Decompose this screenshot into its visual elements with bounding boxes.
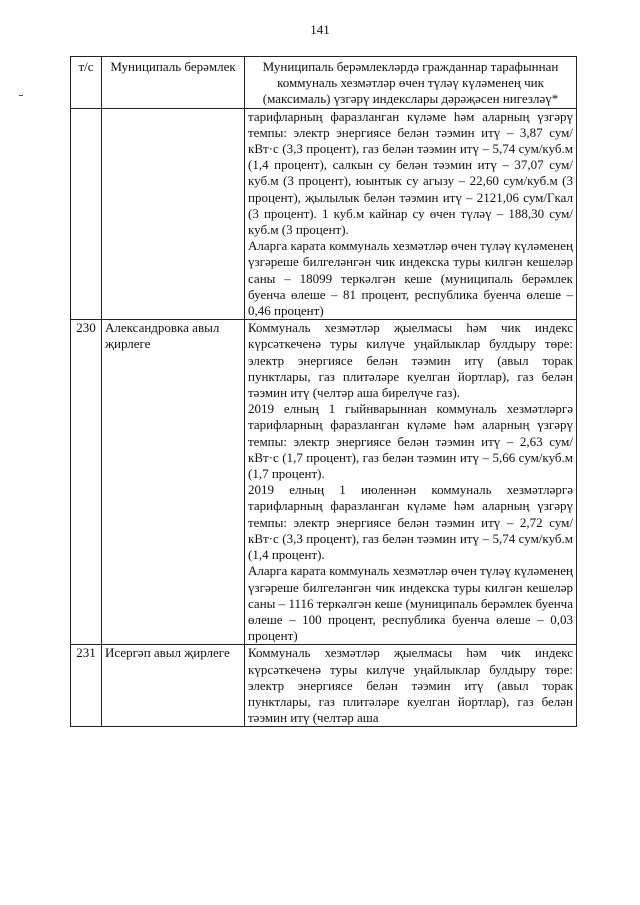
header-number: т/с	[71, 57, 102, 109]
table-header-row	[71, 57, 577, 109]
row-text	[245, 320, 577, 645]
row-number: 231	[71, 645, 102, 727]
header-municipality: Муниципаль берәмлек	[102, 57, 245, 109]
paragraph: Коммуналь хезмәтләр җыелмасы һәм чик индекс күрсәткеченә туры килүче уңайлыклар булдыру төре: электр энергиясе белән тәэмин итү (авыл торак пунктлары, газ плитәләре куелган йортлар), газ белән тәэмин итү (челтәр аша	[248, 645, 573, 726]
paragraph: Коммуналь хезмәтләр җыелмасы һәм чик индекс күрсәткеченә туры килүче уңайлыклар булдыру төре: электр энергиясе белән тәэмин итү (авыл торак пунктлары, газ плитәләре куелган йортлар), газ белән тәэмин итү (челтәр аша бирелүче газ).	[248, 320, 573, 401]
row-text	[245, 645, 577, 727]
paragraph: 2019 елның 1 гыйнварыннан коммуналь хезмәтләргә тарифларның фаразланган күләме һәм аларның үзгәрү темпы: электр энергиясе белән тәэмин итү – 2,63 сум/кВт·с (1,7 процент), газ белән тәэмин итү – 5,66 сум/куб.м (1,7 процент).	[248, 401, 573, 482]
row-number	[71, 108, 102, 320]
row-municipality: Исергәп авыл җирлеге	[102, 645, 245, 727]
header-justification: Муниципаль берәмлекләрдә гражданнар тарафыннан коммуналь хезмәтләр өчен түләү күләменең чик (максималь) үзгәрү индекслары дәрәҗәсен нигезләү*	[245, 57, 577, 109]
paragraph: Аларга карата коммуналь хезмәтләр өчен түләү күләменең үзгәреше билгеләнгән чик индекска туры килгән кешеләр саны – 18099 теркәлгән кеше (муниципаль берәмлек буенча өлеше – 81 процент, республика буенча өлеше – 0,46 процент)	[248, 238, 573, 319]
paragraph: Аларга карата коммуналь хезмәтләр өчен түләү күләменең үзгәреше билгеләнгән чик индекска туры килгән кешеләр саны – 1116 теркәлгән кеше (муниципаль берәмлек буенча өлеше – 100 процент, республика буенча өлеше – 0,03 процент)	[248, 563, 573, 644]
page-number: 141	[310, 22, 330, 37]
row-municipality: Александровка авыл җирлеге	[102, 320, 245, 645]
tariff-table	[70, 56, 577, 727]
table-row	[71, 320, 577, 645]
margin-mark	[19, 95, 23, 96]
row-municipality	[102, 108, 245, 320]
paragraph: тарифларның фаразланган күләме һәм аларның үзгәрү темпы: электр энергиясе белән тәэмин итү – 3,87 сум/кВт·с (3,3 процент), газ белән тәэмин итү – 5,74 сум/куб.м (1,4 процент), салкын су белән тәэмин итү – 37,07 сум/куб.м (3 процент), юынтык су агызу – 22,60 сум/куб.м (3 процент), җылылык белән тәэмин итү – 2121,06 сум/Гкал (3 процент). 1 куб.м кайнар су өчен түләү – 188,30 сум/куб.м (3 процент).	[248, 108, 573, 238]
table-row	[71, 645, 577, 727]
table-row	[71, 108, 577, 320]
row-number: 230	[71, 320, 102, 645]
paragraph: 2019 елның 1 июленнән коммуналь хезмәтләргә тарифларның фаразланган күләме һәм аларның үзгәрү темпы: электр энергиясе белән тәэмин итү – 2,72 сум/кВт·с (3,3 процент), газ белән тәэмин итү – 5,74 сум/куб.м (1,4 процент).	[248, 482, 573, 563]
row-text	[245, 108, 577, 320]
